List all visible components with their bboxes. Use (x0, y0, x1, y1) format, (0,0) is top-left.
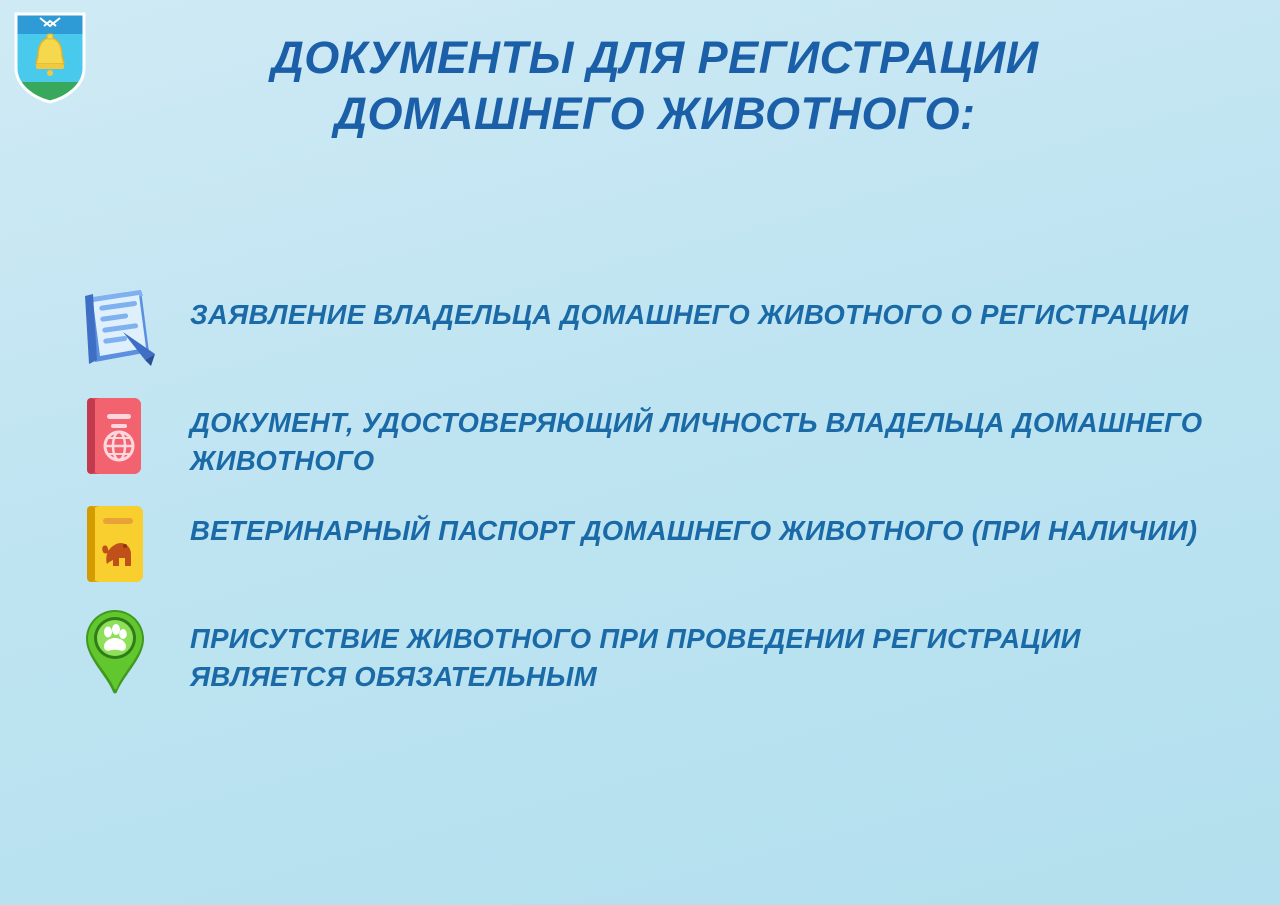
list-item (40, 596, 1240, 704)
list-item (40, 488, 1240, 596)
list-item-text: ПРИСУТСТВИЕ ЖИВОТНОГО ПРИ ПРОВЕДЕНИИ РЕГИСТРАЦИИ ЯВЛЯЕТСЯ ОБЯЗАТЕЛЬНЫМ (190, 623, 1081, 692)
notebook-document-icon (40, 272, 190, 380)
list-item-text: ДОКУМЕНТ, УДОСТОВЕРЯЮЩИЙ ЛИЧНОСТЬ ВЛАДЕЛЬЦА ДОМАШНЕГО ЖИВОТНОГО (190, 407, 1203, 476)
page-title-line-1: ДОКУМЕНТЫ ДЛЯ РЕГИСТРАЦИИ (271, 32, 1039, 83)
passport-icon (40, 380, 190, 488)
documents-list (40, 272, 1240, 704)
veterinary-passport-dog-icon (40, 488, 190, 596)
list-item-text: ЗАЯВЛЕНИЕ ВЛАДЕЛЬЦА ДОМАШНЕГО ЖИВОТНОГО О РЕГИСТРАЦИИ (190, 299, 1189, 330)
page-title (140, 30, 1170, 142)
location-pin-paw-icon (40, 596, 190, 704)
list-item-text: ВЕТЕРИНАРНЫЙ ПАСПОРТ ДОМАШНЕГО ЖИВОТНОГО (ПРИ НАЛИЧИИ) (190, 515, 1198, 546)
list-item (40, 272, 1240, 380)
coat-of-arms-emblem (14, 12, 86, 104)
page-title-line-2: ДОМАШНЕГО ЖИВОТНОГО: (334, 87, 976, 139)
list-item (40, 380, 1240, 488)
